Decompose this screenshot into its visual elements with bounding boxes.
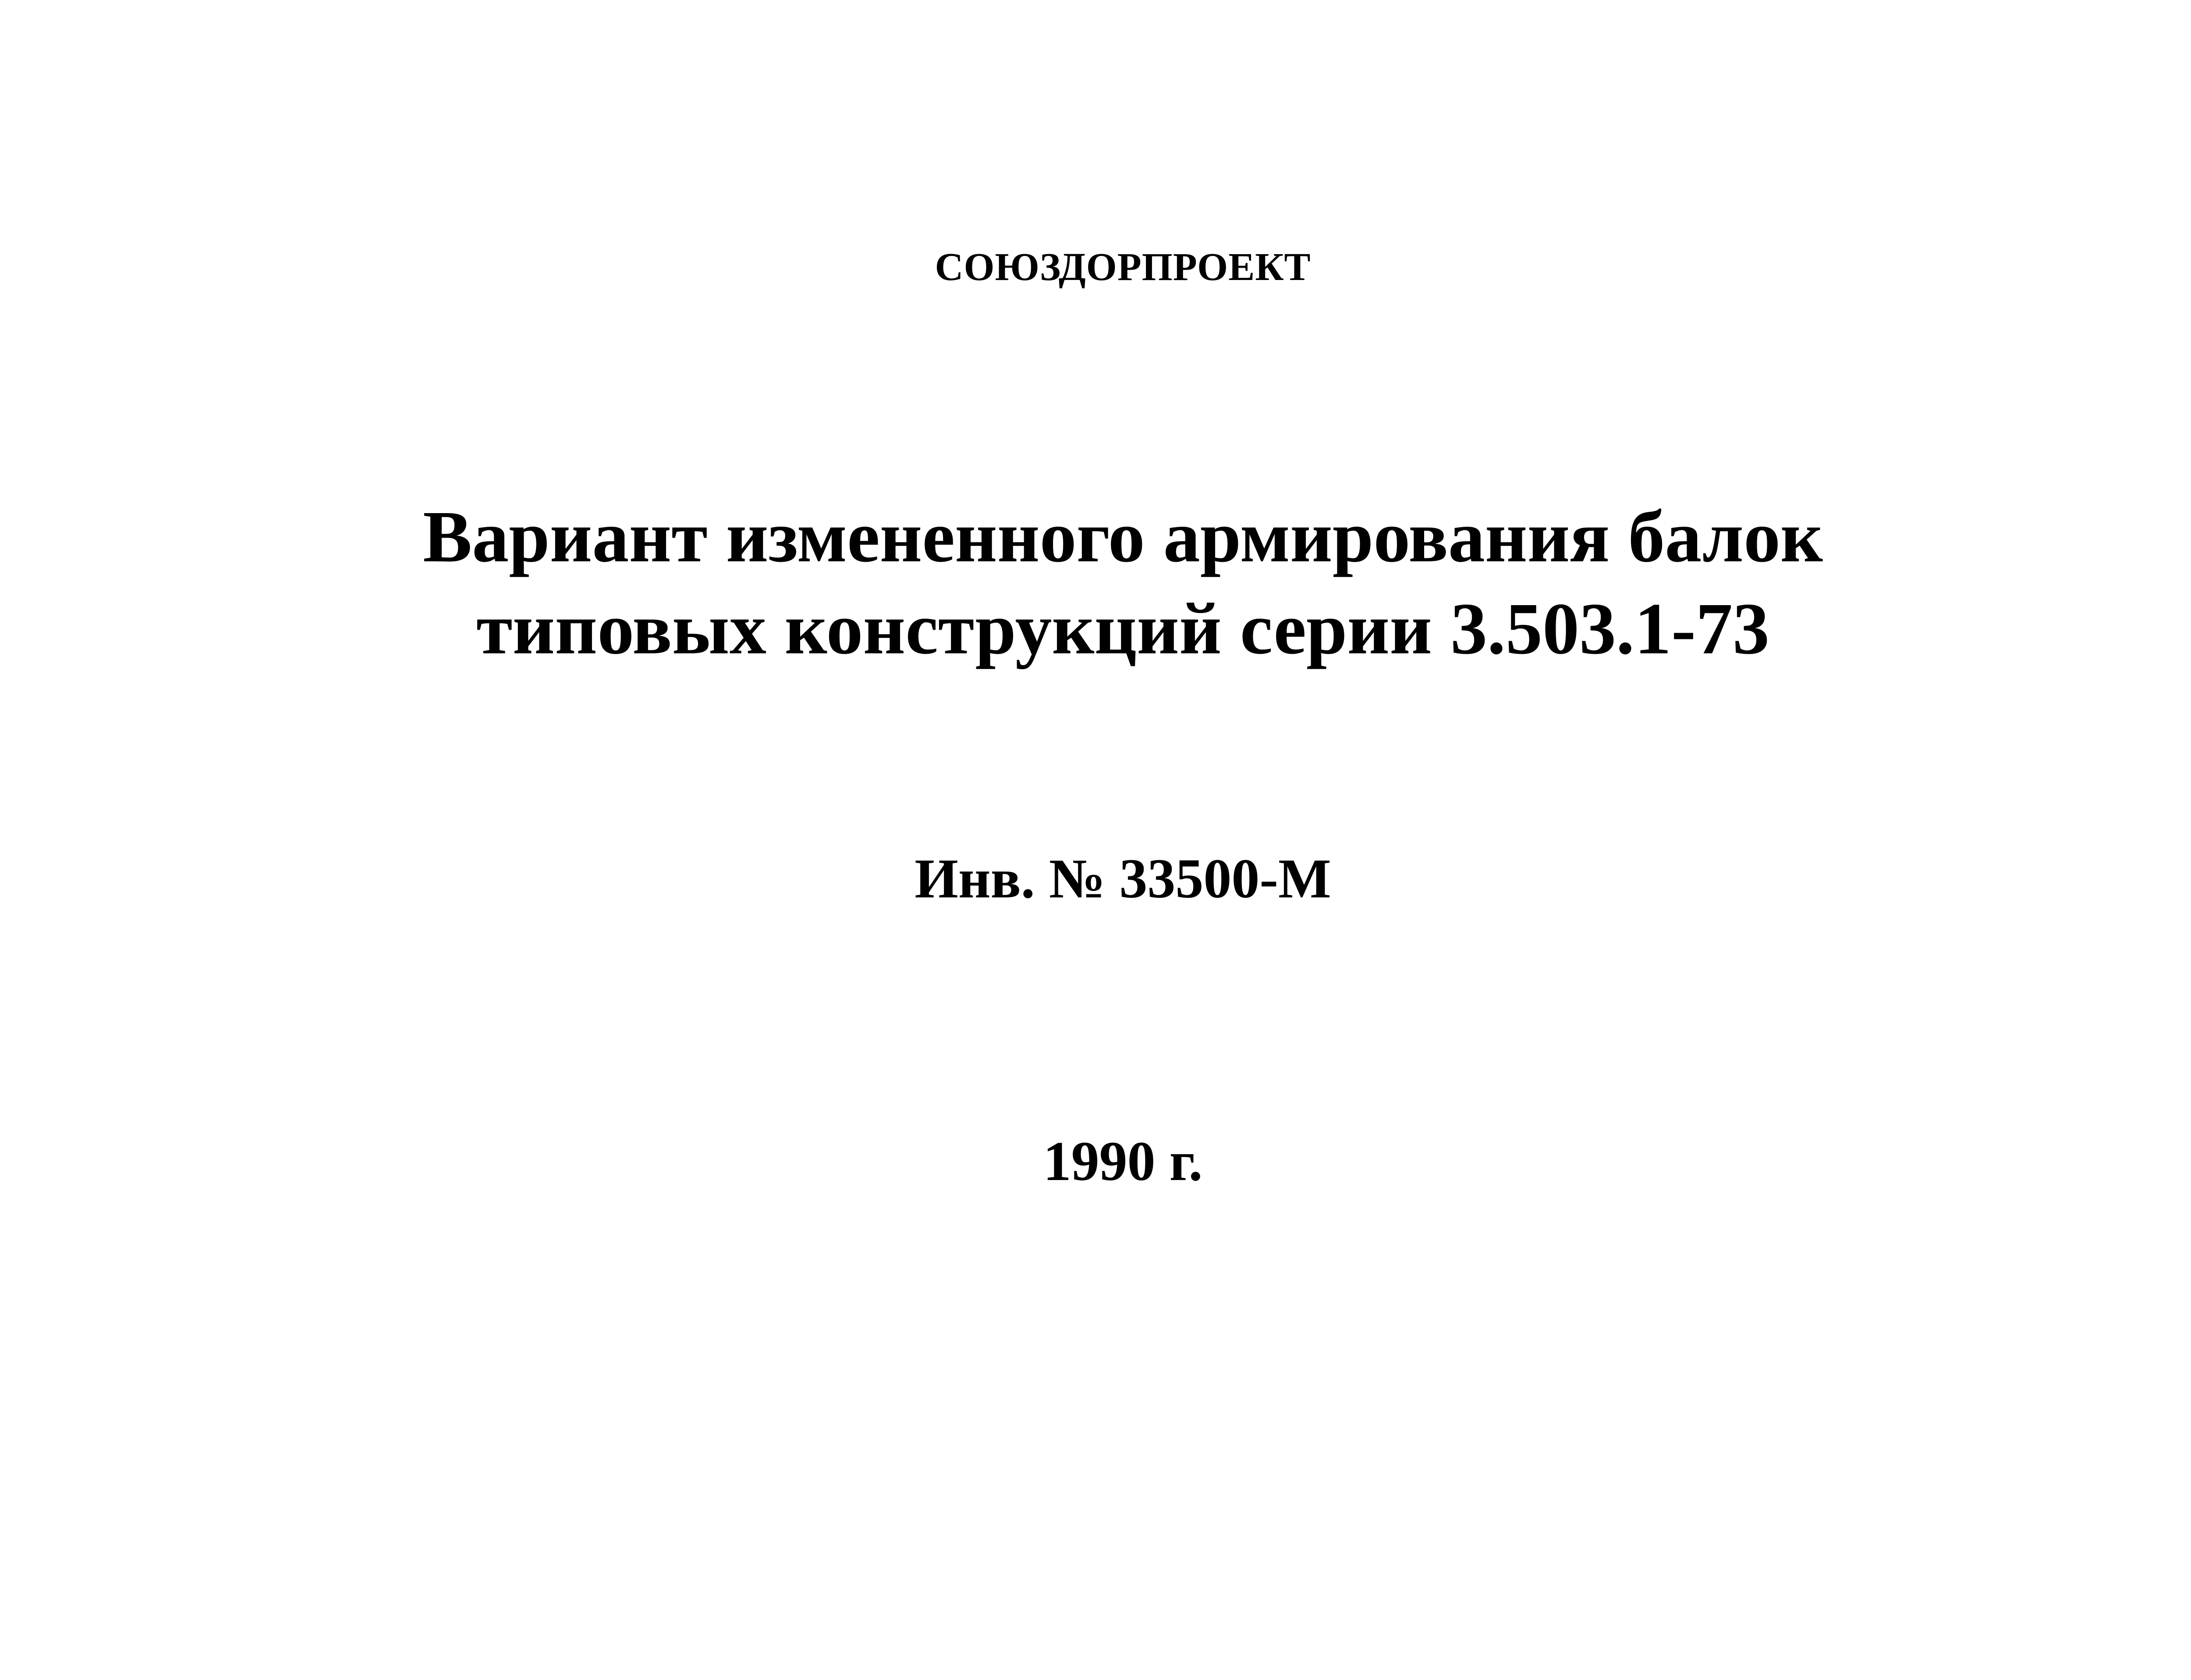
organization-name: СОЮЗДОРПРОЕКТ	[935, 245, 1311, 289]
document-title-line-2: типовых конструкций серии 3.503.1-73	[476, 588, 1769, 670]
inventory-number: Инв. № 33500-М	[915, 847, 1331, 910]
document-title-line-1: Вариант измененного армирования балок	[423, 496, 1823, 578]
document-year: 1990 г.	[1043, 1130, 1203, 1192]
